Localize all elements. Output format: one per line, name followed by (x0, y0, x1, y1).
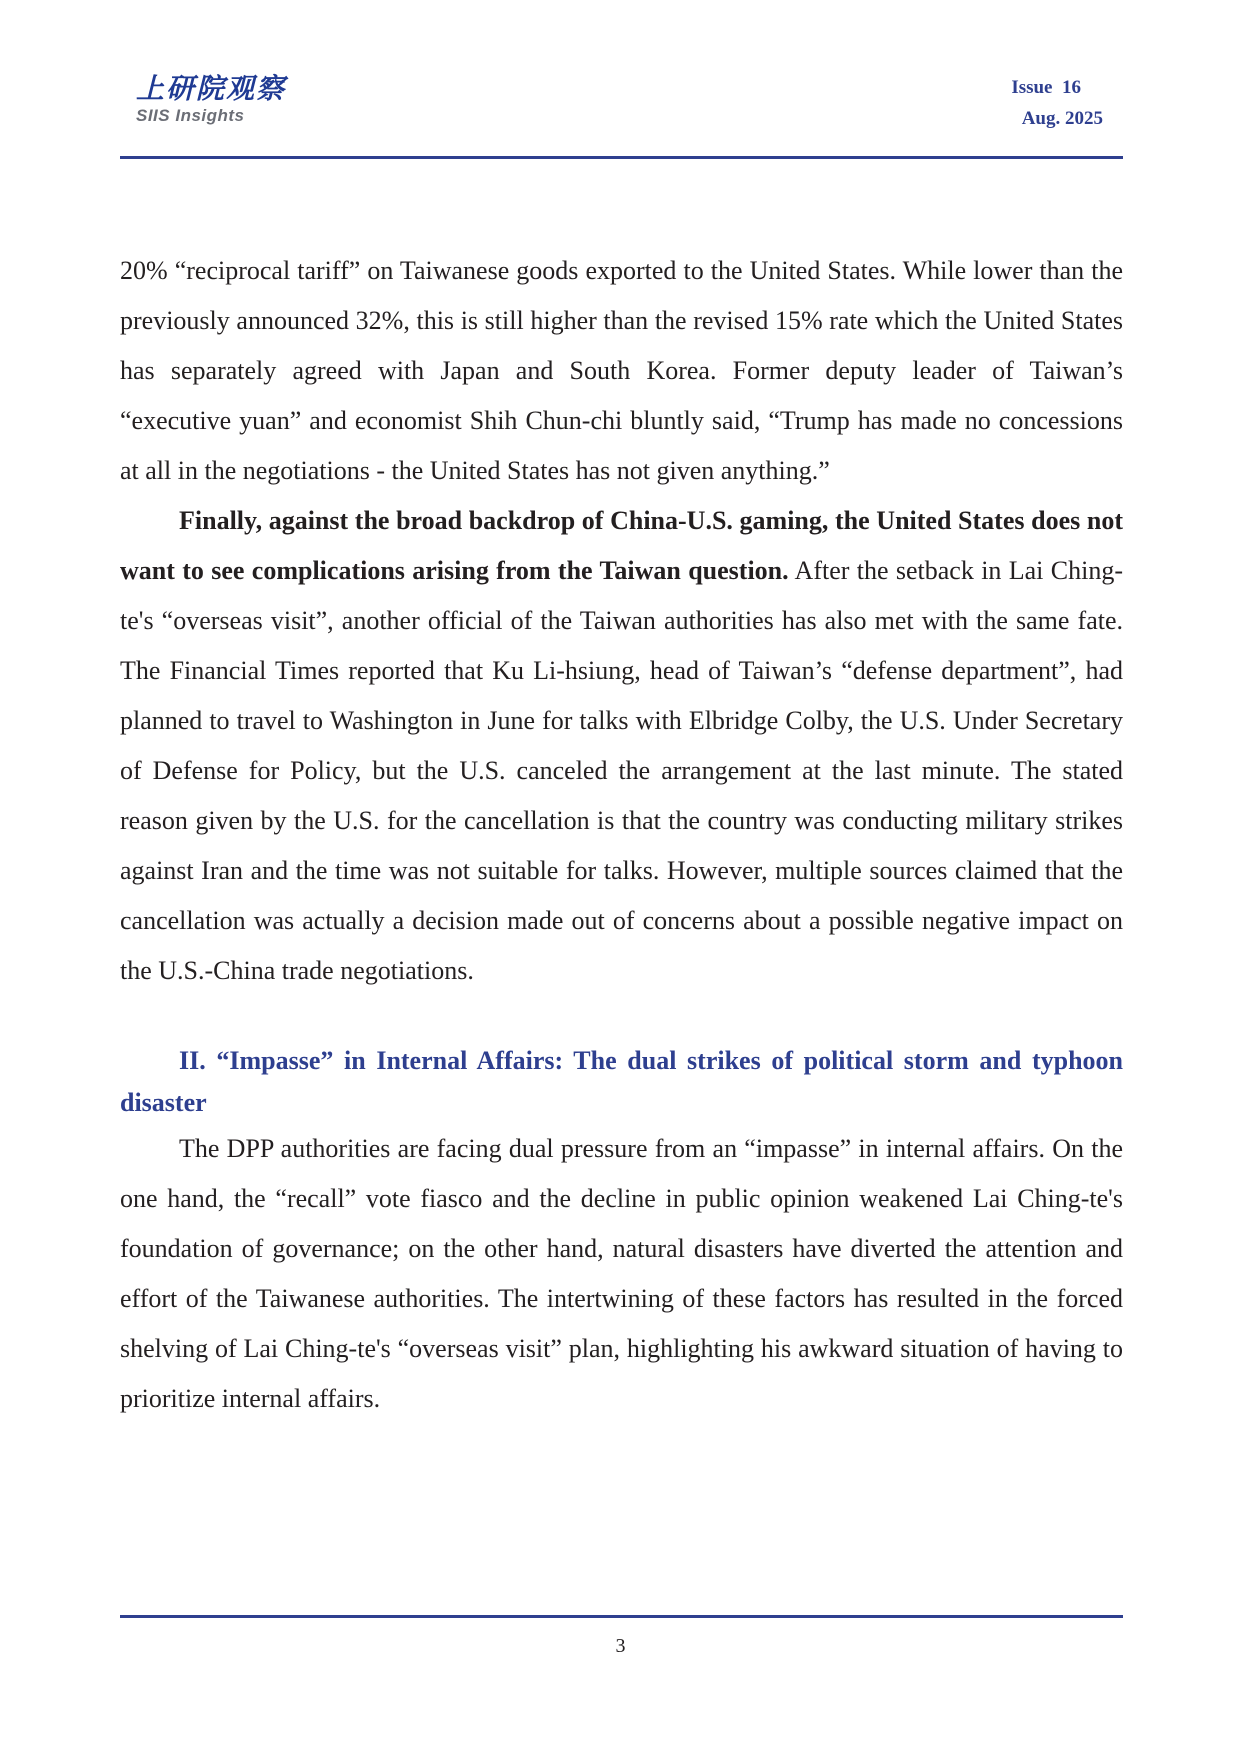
paragraph-internal-affairs: The DPP authorities are facing dual pressure from an “impasse” in internal affairs. On the one hand, the “recall” vote fiasco and the decline in public opinion weakened Lai Ching-te's foundation of governance; on the other hand, natural disasters have diverted the attention and effort of the Taiwanese authorities. The intertwining of these factors has resulted in the forced shelving of Lai Ching-te's “overseas visit” plan, highlighting his awkward situation of having to prioritize internal affairs. (120, 1134, 1123, 1413)
footer-divider (120, 1615, 1123, 1618)
paragraph-china-us-gaming (120, 496, 1123, 996)
logo-english-title: SIIS Insights (136, 106, 245, 125)
issue-date: Aug. 2025 (1021, 108, 1103, 129)
section-heading: II. “Impasse” in Internal Affairs: The dual strikes of political storm and typhoon disaster (120, 1046, 1123, 1117)
paragraph-tariff: 20% “reciprocal tariff” on Taiwanese goods exported to the United States. While lower than the previously announced 32%, this is still higher than the revised 15% rate which the United States has separately agreed with Japan and South Korea. Former deputy leader of Taiwan’s “executive yuan” and economist Shih Chun-chi bluntly said, “Trump has made no concessions at all in the negotiations - the United States has not given anything.” (120, 256, 1123, 485)
logo-chinese-title: 上研院观察 (136, 72, 287, 105)
header-divider (120, 156, 1123, 159)
page-number: 3 (615, 1635, 626, 1657)
paragraph-body-text: After the setback in Lai Ching-te's “overseas visit”, another official of the Taiwan authorities has also met with the same fate. The Financial Times reported that Ku Li-hsiung, head of Taiwan’s “defense department”, had planned to travel to Washington in June for talks with Elbridge Colby, the U.S. Under Secretary of Defense for Policy, but the U.S. canceled the arrangement at the last minute. The stated reason given by the U.S. for the cancellation is that the country was conducting military strikes against Iran and the time was not suitable for talks. However, multiple sources claimed that the cancellation was actually a decision made out of concerns about a possible negative impact on the U.S.-China trade negotiations. (120, 556, 1123, 985)
issue-number: Issue 16 (1011, 77, 1081, 98)
issue-info (963, 72, 1103, 134)
paragraph-lead-sentence: Finally, against the broad backdrop of China-U.S. gaming, the United States does not want to see complications arising from the Taiwan question. (120, 506, 1123, 585)
siis-logo (136, 72, 336, 126)
article-body (120, 246, 1123, 1424)
